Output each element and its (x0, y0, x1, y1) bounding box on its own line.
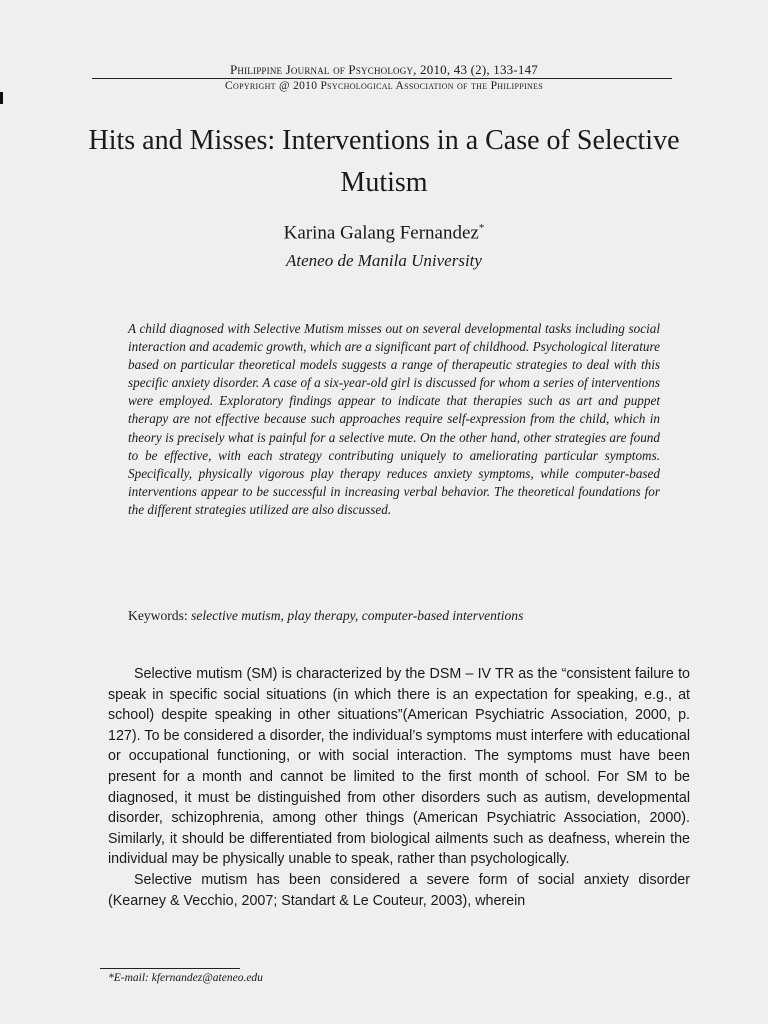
body-text (108, 664, 690, 911)
journal-header: Philippine Journal of Psychology, 2010, 43 (2), 133-147 (229, 62, 538, 77)
keywords-label: Keywords: (128, 608, 188, 623)
author-name: Karina Galang Fernandez (283, 222, 479, 244)
footnote-email: *E-mail: kfernandez@ateneo.edu (108, 972, 263, 984)
abstract: A child diagnosed with Selective Mutism misses out on several developmental tasks including social interaction and academic growth, which are a significant part of childhood. Psychological literature based on particular theoretical models suggests a range of therapeutic strategies to deal with this specific anxiety disorder. A case of a six-year-old girl is discussed for whom a series of interventions were employed. Exploratory findings appear to indicate that therapies such as art and puppet therapy are not effective because such approaches require self-expression from the child, which in theory is precisely what is painful for a selective mute. On the other hand, other strategies are found to be effective, with each strategy contributing uniquely to ameliorating particular symptoms. Specifically, physically vigorous play therapy reduces anxiety symptoms, while computer-based interventions appear to be successful in increasing verbal behavior. The theoretical foundations for the different strategies utilized are also discussed. (128, 321, 660, 517)
body-paragraph: Selective mutism (SM) is characterized by the DSM – IV TR as the “consistent failure to speak in specific social situations (in which there is an expectation for speaking, e.g., at school) despite speaking in other situations”(American Psychiatric Association, 2000, p. 127). To be considered a disorder, the individual’s symptoms must interfere with educational or occupational functioning, or with social interaction. The symptoms must have been present for a month and cannot be limited to the first month of school. For SM to be diagnosed, it must be distinguished from other disorders such as autism, developmental disorder, schizophrenia, among other things (American Psychiatric Association, 2000). Similarly, it should be differentiated from biological ailments such as deafness, wherein the individual may be physically unable to speak, rather than psychologically. (108, 666, 690, 868)
author-affiliation: Ateneo de Manila University (286, 251, 482, 270)
header-rule (92, 78, 672, 79)
author-footnote-mark: * (478, 222, 485, 234)
scan-mark (0, 92, 3, 104)
keywords (128, 608, 688, 624)
keywords-values: selective mutism, play therapy, computer-based interventions (191, 608, 524, 623)
body-paragraph: Selective mutism has been considered a severe form of social anxiety disorder (Kearney & Vecchio, 2007; Standart & Le Couteur, 2003), wherein (108, 871, 690, 909)
author-line (0, 222, 768, 244)
copyright-line: Copyright @ 2010 Psychological Association of the Philippines (225, 80, 543, 92)
footnote-rule (100, 968, 240, 969)
article-title: Hits and Misses: Interventions in a Case of Selective Mutism (88, 125, 680, 198)
